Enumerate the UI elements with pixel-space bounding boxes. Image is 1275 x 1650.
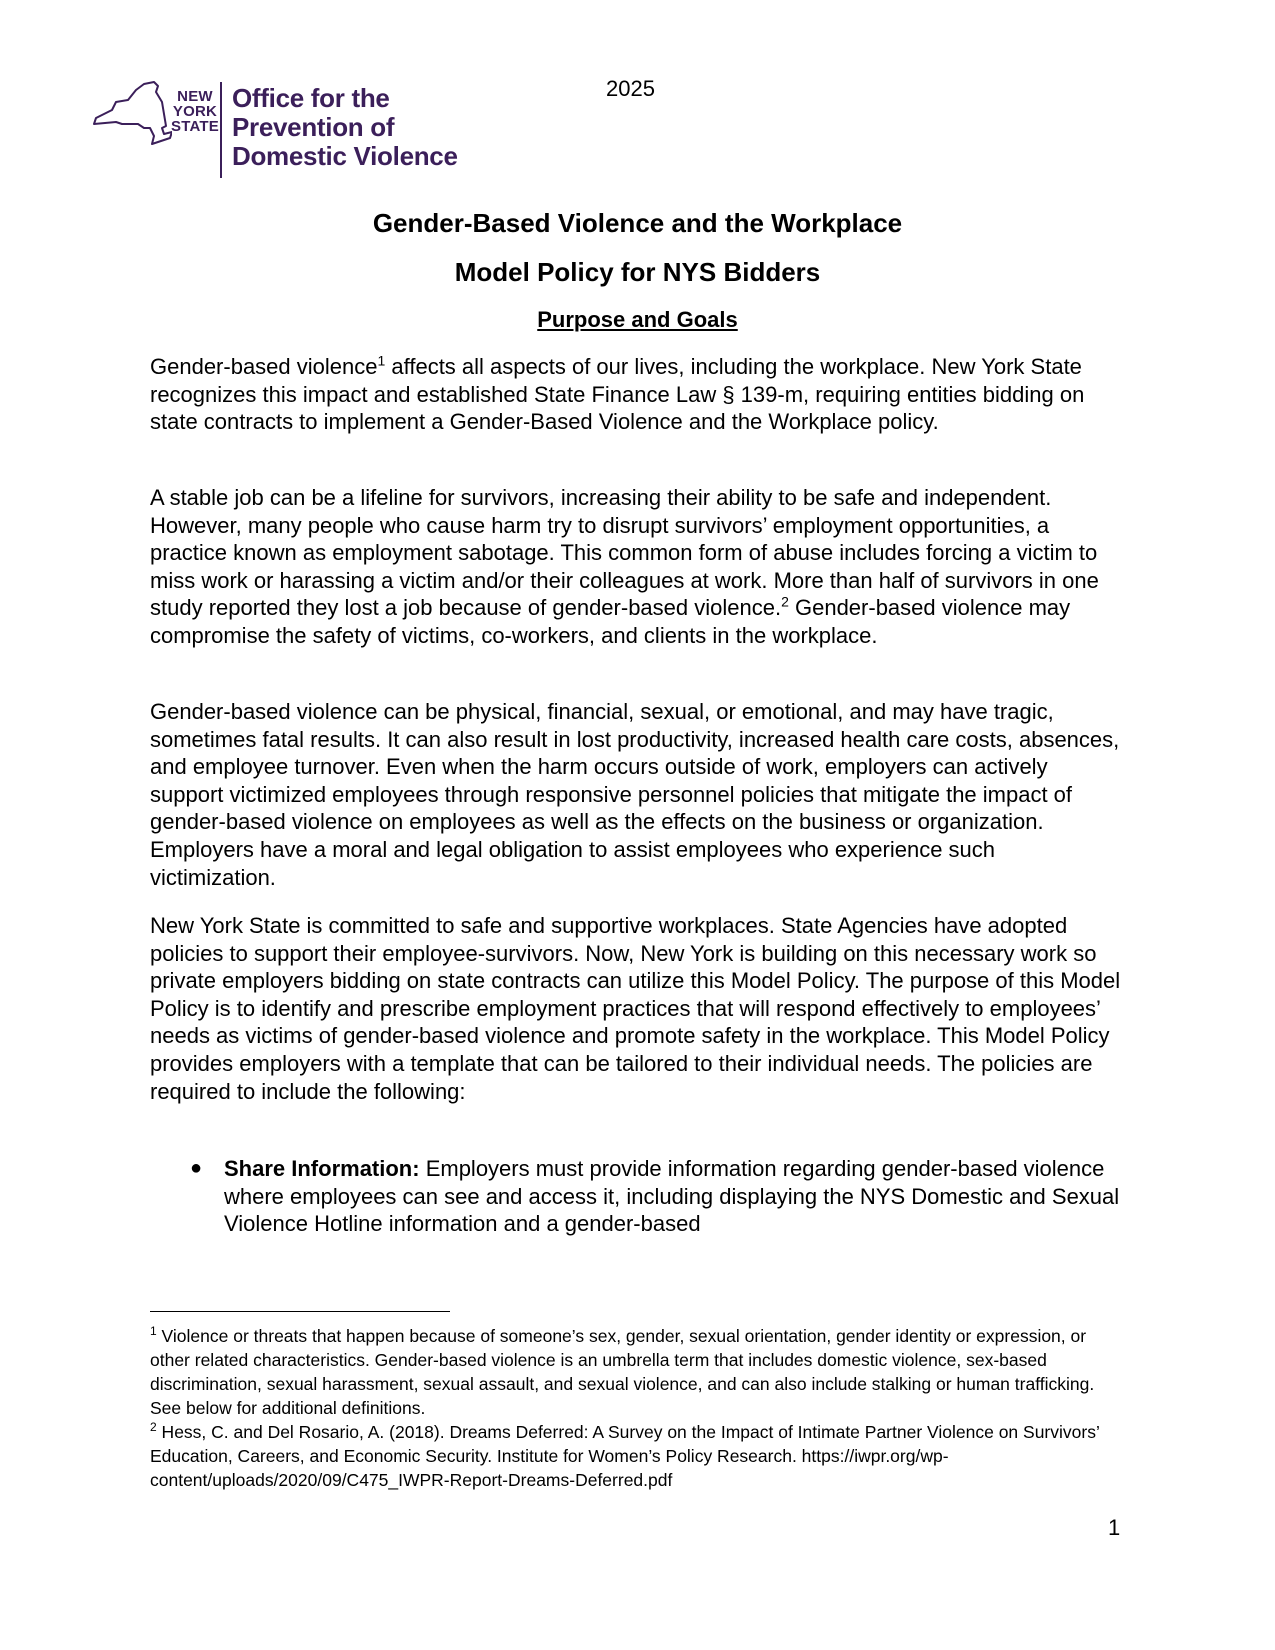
paragraph-text: Gender-based violence: [150, 354, 378, 379]
footnote-separator: [150, 1311, 450, 1312]
agency-logo: [92, 78, 472, 178]
section-heading: Purpose and Goals: [537, 307, 738, 332]
paragraph-text: Gender-based violence can be physical, financial, sexual, or emotional, and may have tragic, sometimes fatal results. It can also result in lost productivity, increased health care costs, absences, and employee turnover. Even when the harm occurs outside of work, employers can actively support victimized employees through responsive personnel policies that mitigate the impact of gender-based violence on employees as well as the effects on the business or organization. Employers have a moral and legal obligation to assist employees who experience such victimization.: [150, 699, 1120, 890]
bullet-icon: ●: [190, 1157, 203, 1179]
new-york-state-outline-icon: [92, 78, 172, 148]
paragraph-text: Gender-based violence may compromise the safety of victims, co-workers, and clients in the workplace.: [150, 595, 1071, 648]
nys-word-state: STATE: [171, 118, 219, 135]
footnote: [150, 1324, 1110, 1420]
nys-word-new: NEW: [177, 88, 213, 105]
paragraph-text: A stable job can be a lifeline for survivors, increasing their ability to be safe and independent. However, many people who cause harm try to disrupt survivors’ employment opportunities, a practice known as employment sabotage. This common form of abuse includes forcing a victim to miss work or harassing a victim and/or their colleagues at work. More than half of survivors in one study reported they lost a job because of gender-based violence.: [150, 485, 1099, 621]
paragraph: [150, 353, 1125, 436]
org-name-line: Domestic Violence: [232, 141, 458, 171]
org-name-line: Prevention of: [232, 112, 395, 142]
paragraph-text: New York State is committed to safe and supportive workplaces. State Agencies have adopted policies to support their employee-survivors. Now, New York is building on this necessary work so private employers bidding on state contracts can utilize this Model Policy. The purpose of this Model Policy is to identify and prescribe employment practices that will respond effectively to employees’ needs as victims of gender-based violence and promote safety in the workplace. This Model Policy provides employers with a template that can be tailored to their individual needs. The policies are required to include the following:: [150, 913, 1121, 1104]
footnote-ref[interactable]: 2: [781, 594, 789, 611]
paragraph-text: affects all aspects of our lives, including the workplace. New York State recognizes this impact and established State Finance Law § 139-m, requiring entities bidding on state contracts to implement a Gender-Based Violence and the Workplace policy.: [150, 354, 1085, 435]
header-year: 2025: [606, 76, 655, 101]
org-name-line: Office for the: [232, 83, 390, 113]
footnote-number: 1: [150, 1324, 157, 1339]
bullet-label: Share Information:: [224, 1156, 420, 1181]
nys-wordmark: [171, 89, 219, 134]
footnote: [150, 1420, 1110, 1492]
footnote-text[interactable]: Hess, C. and Del Rosario, A. (2018). Dreams Deferred: A Survey on the Impact of Intimate Partner Violence on Survivors’ Education, Careers, and Economic Security. Institute for Women’s Policy Research. https://iwpr.org/wp-content/uploads/2020/09/C475_IWPR-Report-Dreams-Deferred.pdf: [150, 1422, 1100, 1490]
footnote-number: 2: [150, 1420, 157, 1435]
document-subtitle: Model Policy for NYS Bidders: [454, 257, 821, 287]
org-name: [232, 84, 458, 171]
nys-word-york: YORK: [172, 103, 218, 120]
paragraph: [150, 698, 1125, 891]
paragraph: [150, 484, 1125, 650]
page-number: 1: [1108, 1515, 1121, 1540]
logo-divider: [220, 82, 222, 178]
footnote-ref[interactable]: 1: [377, 352, 386, 369]
footnotes: [150, 1324, 1110, 1492]
bullet-text: Employers must provide information regarding gender-based violence where employees can see and access it, including displaying the NYS Domestic and Sexual Violence Hotline information and a gender-based: [224, 1156, 1120, 1237]
footnote-text: Violence or threats that happen because of someone’s sex, gender, sexual orientation, gender identity or expression, or other related characteristics. Gender-based violence is an umbrella term that includes domestic violence, sex-based discrimination, sexual harassment, sexual assault, and sexual violence, and can also include stalking or human trafficking. See below for additional definitions.: [150, 1326, 1095, 1418]
paragraph: [150, 912, 1125, 1105]
document-title: Gender-Based Violence and the Workplace: [372, 208, 903, 238]
